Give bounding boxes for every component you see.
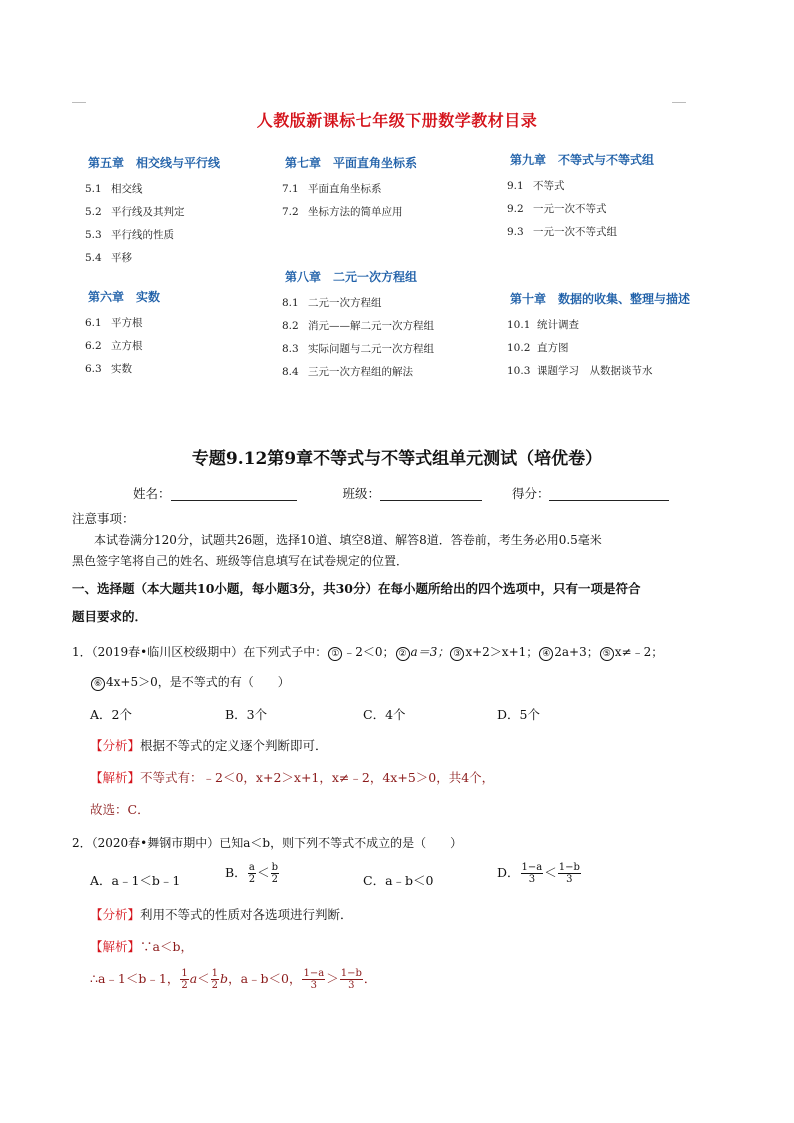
section1-heading-line-1: 一、选择题（本大题共10小题，每小题3分，共30分）在每小题所给出的四个选项中，只有一项是符合	[72, 581, 641, 596]
header-corner-right	[672, 102, 686, 103]
toc-section-label: 平面直角坐标系	[308, 183, 382, 195]
toc-section[interactable]	[507, 337, 690, 360]
toc-chapter-title[interactable]: 第八章 二元一次方程组	[285, 270, 418, 284]
toc-section-number: 8.3	[282, 343, 299, 355]
toc-section-label: 课题学习 从数据谈节水	[537, 365, 653, 377]
toc-section-label: 三元一次方程组的解法	[308, 366, 413, 378]
toc-section[interactable]	[282, 315, 434, 338]
toc-section[interactable]	[85, 335, 160, 358]
toc-section-number: 9.2	[507, 203, 524, 215]
toc-section-label: 二元一次方程组	[308, 297, 382, 309]
toc-section-number: 7.1	[282, 183, 299, 195]
toc-chapter-title[interactable]: 第九章 不等式与不等式组	[510, 153, 655, 167]
q1-option-a[interactable]: A．2个	[90, 707, 132, 722]
q1-stem-line-2: ⑥ 4x+5＞0，是不等式的有（ ）	[90, 673, 290, 691]
toc-chapter	[507, 151, 655, 244]
toc-section[interactable]	[85, 312, 160, 335]
toc-title: 人教版新课标七年级下册数学教材目录	[256, 111, 538, 130]
score-label: 得分：	[511, 486, 550, 501]
q2-analysis: 【分析】利用不等式的性质对各选项进行判断．	[90, 907, 353, 922]
toc-section[interactable]	[85, 178, 220, 201]
circled-number: ②	[396, 647, 410, 661]
q1-analysis: 【分析】根据不等式的定义逐个判断即可．	[90, 738, 328, 753]
fraction: $\frac{1}{2}$	[211, 968, 219, 991]
toc-section[interactable]	[282, 178, 417, 201]
toc-section-number: 5.4	[85, 252, 102, 264]
toc-section[interactable]	[282, 338, 434, 361]
q2-stem: 2．（2020春•舞钢市期中）已知a＜b，则下列不等式不成立的是（ ）	[72, 836, 463, 850]
analysis-tag: 【分析】	[90, 907, 141, 922]
toc-section-number: 5.1	[85, 183, 102, 195]
toc-section-number: 6.2	[85, 340, 102, 352]
q2-option-b[interactable]: B． $\frac{a}{2}$ ＜ $\frac{b}{2}$	[225, 862, 278, 885]
toc-section-number: 10.2	[507, 342, 531, 354]
circled-number: ④	[539, 647, 553, 661]
q2-solution-line: ∴a﹣1＜b﹣1， $\frac{1}{2}$ a＜ $\frac{1}{2}$ b，a﹣b＜0， $\frac{1-a}{3}$ ＞ $\frac{1-b}{3}$ ．	[90, 968, 377, 991]
toc-section-number: 5.3	[85, 229, 102, 241]
circled-number: ⑥	[91, 677, 105, 691]
toc-section[interactable]	[507, 175, 654, 198]
toc-section-number: 8.2	[282, 320, 299, 332]
toc-section[interactable]	[282, 361, 434, 384]
notice-heading: 注意事项：	[72, 511, 135, 526]
toc-section[interactable]	[507, 314, 690, 337]
fraction: $\frac{b}{2}$	[271, 862, 278, 885]
section1-heading-line-2: 题目要求的．	[72, 609, 148, 624]
notice-line-2: 黑色签字笔将自己的姓名、班级等信息填写在试卷规定的位置．	[72, 554, 409, 568]
toc-section[interactable]	[507, 198, 654, 221]
toc-section-number: 10.3	[507, 365, 531, 377]
toc-chapter	[507, 290, 691, 383]
q2-option-a[interactable]: A．a﹣1＜b﹣1	[90, 873, 181, 888]
toc-section-label: 实数	[111, 363, 132, 375]
toc-section-number: 9.3	[507, 226, 524, 238]
toc-section[interactable]	[507, 221, 654, 244]
toc-chapter-title[interactable]: 第五章 相交线与平行线	[88, 156, 221, 170]
q2-option-d[interactable]: D． $\frac{1-a}{3}$ ＜ $\frac{1-b}{3}$	[497, 862, 580, 885]
q1-option-c[interactable]: C．4个	[363, 707, 406, 722]
fraction: $\frac{a}{2}$	[248, 862, 256, 885]
q1-solution: 【解析】不等式有：﹣2＜0，x+2＞x+1，x≠﹣2，4x+5＞0，共4个，	[90, 770, 495, 785]
toc-section-number: 6.1	[85, 317, 102, 329]
solution-tag: 【解析】	[90, 770, 141, 785]
analysis-tag: 【分析】	[90, 738, 141, 753]
toc-section-label: 直方图	[537, 342, 569, 354]
toc-section-label: 立方根	[111, 340, 143, 352]
class-label: 班级：	[342, 486, 380, 501]
solution-tag: 【解析】	[90, 939, 141, 954]
name-field[interactable]	[171, 486, 297, 501]
circled-number: ⑤	[600, 647, 614, 661]
toc-section-label: 一元一次不等式组	[533, 226, 617, 238]
toc-section-label: 平方根	[111, 317, 143, 329]
toc-section-label: 平行线及其判定	[111, 206, 185, 218]
toc-section-label: 实际问题与二元一次方程组	[308, 343, 434, 355]
toc-chapter-title[interactable]: 第十章 数据的收集、整理与描述	[510, 292, 691, 306]
toc-section-label: 不等式	[533, 180, 565, 192]
toc-section-label: 一元一次不等式	[533, 203, 607, 215]
toc-chapter	[282, 268, 434, 384]
toc-section-number: 7.2	[282, 206, 299, 218]
toc-section-label: 平行线的性质	[111, 229, 174, 241]
circled-number: ③	[450, 647, 464, 661]
toc-section-label: 消元——解二元一次方程组	[308, 320, 434, 332]
fraction: $\frac{1-b}{3}$	[558, 862, 580, 885]
fraction: $\frac{1}{2}$	[181, 968, 188, 991]
fraction: $\frac{1-b}{3}$	[340, 968, 362, 991]
toc-section[interactable]	[85, 224, 220, 247]
exam-title: 专题9.12第9章不等式与不等式组单元测试（培优卷）	[191, 449, 603, 469]
q1-answer: 故选：C．	[90, 802, 150, 817]
class-field[interactable]	[380, 486, 482, 501]
fraction: $\frac{1-a}{3}$	[303, 968, 325, 991]
toc-section[interactable]	[507, 360, 690, 383]
q1-option-d[interactable]: D．5个	[497, 707, 540, 722]
toc-section-number: 6.3	[85, 363, 102, 375]
toc-section[interactable]	[282, 292, 434, 315]
circled-number: ①	[328, 647, 342, 661]
toc-section-number: 9.1	[507, 180, 524, 192]
toc-chapter	[282, 154, 418, 224]
toc-section-label: 统计调查	[537, 319, 579, 331]
toc-section-label: 相交线	[111, 183, 143, 195]
toc-section-number: 8.4	[282, 366, 299, 378]
toc-section[interactable]	[85, 247, 220, 270]
toc-section[interactable]	[282, 201, 417, 224]
header-corner-left	[72, 102, 86, 103]
student-info-fields	[133, 484, 669, 502]
toc-section[interactable]	[85, 358, 160, 381]
toc-section-label: 平移	[111, 252, 132, 264]
toc-section-number: 5.2	[85, 206, 102, 218]
q1-option-b[interactable]: B．3个	[225, 707, 268, 722]
q2-solution: 【解析】∵a＜b，	[90, 939, 193, 954]
fraction: $\frac{1-a}{3}$	[521, 862, 543, 885]
q1-stem: 1．（2019春•临川区校级期中）在下列式子中： ① ﹣2＜0； ② a＝3； ③ x+2＞x+1； ④ 2a+3； ⑤ x≠﹣2；	[72, 645, 664, 659]
score-field[interactable]	[549, 486, 669, 501]
toc-chapter-title[interactable]: 第六章 实数	[88, 290, 161, 304]
name-label: 姓名：	[133, 486, 171, 501]
q2-option-c[interactable]: C．a﹣b＜0	[363, 873, 434, 888]
toc-chapter-title[interactable]: 第七章 平面直角坐标系	[285, 156, 418, 170]
toc-section[interactable]	[85, 201, 220, 224]
toc-chapter	[85, 154, 221, 270]
notice-line-1: 本试卷满分120分，试题共26题，选择10道、填空8道、解答8道．答卷前，考生务必用0.5毫米	[94, 533, 602, 547]
toc-chapter	[85, 288, 161, 381]
toc-section-number: 10.1	[507, 319, 531, 331]
toc-section-label: 坐标方法的简单应用	[308, 206, 403, 218]
toc-section-number: 8.1	[282, 297, 299, 309]
